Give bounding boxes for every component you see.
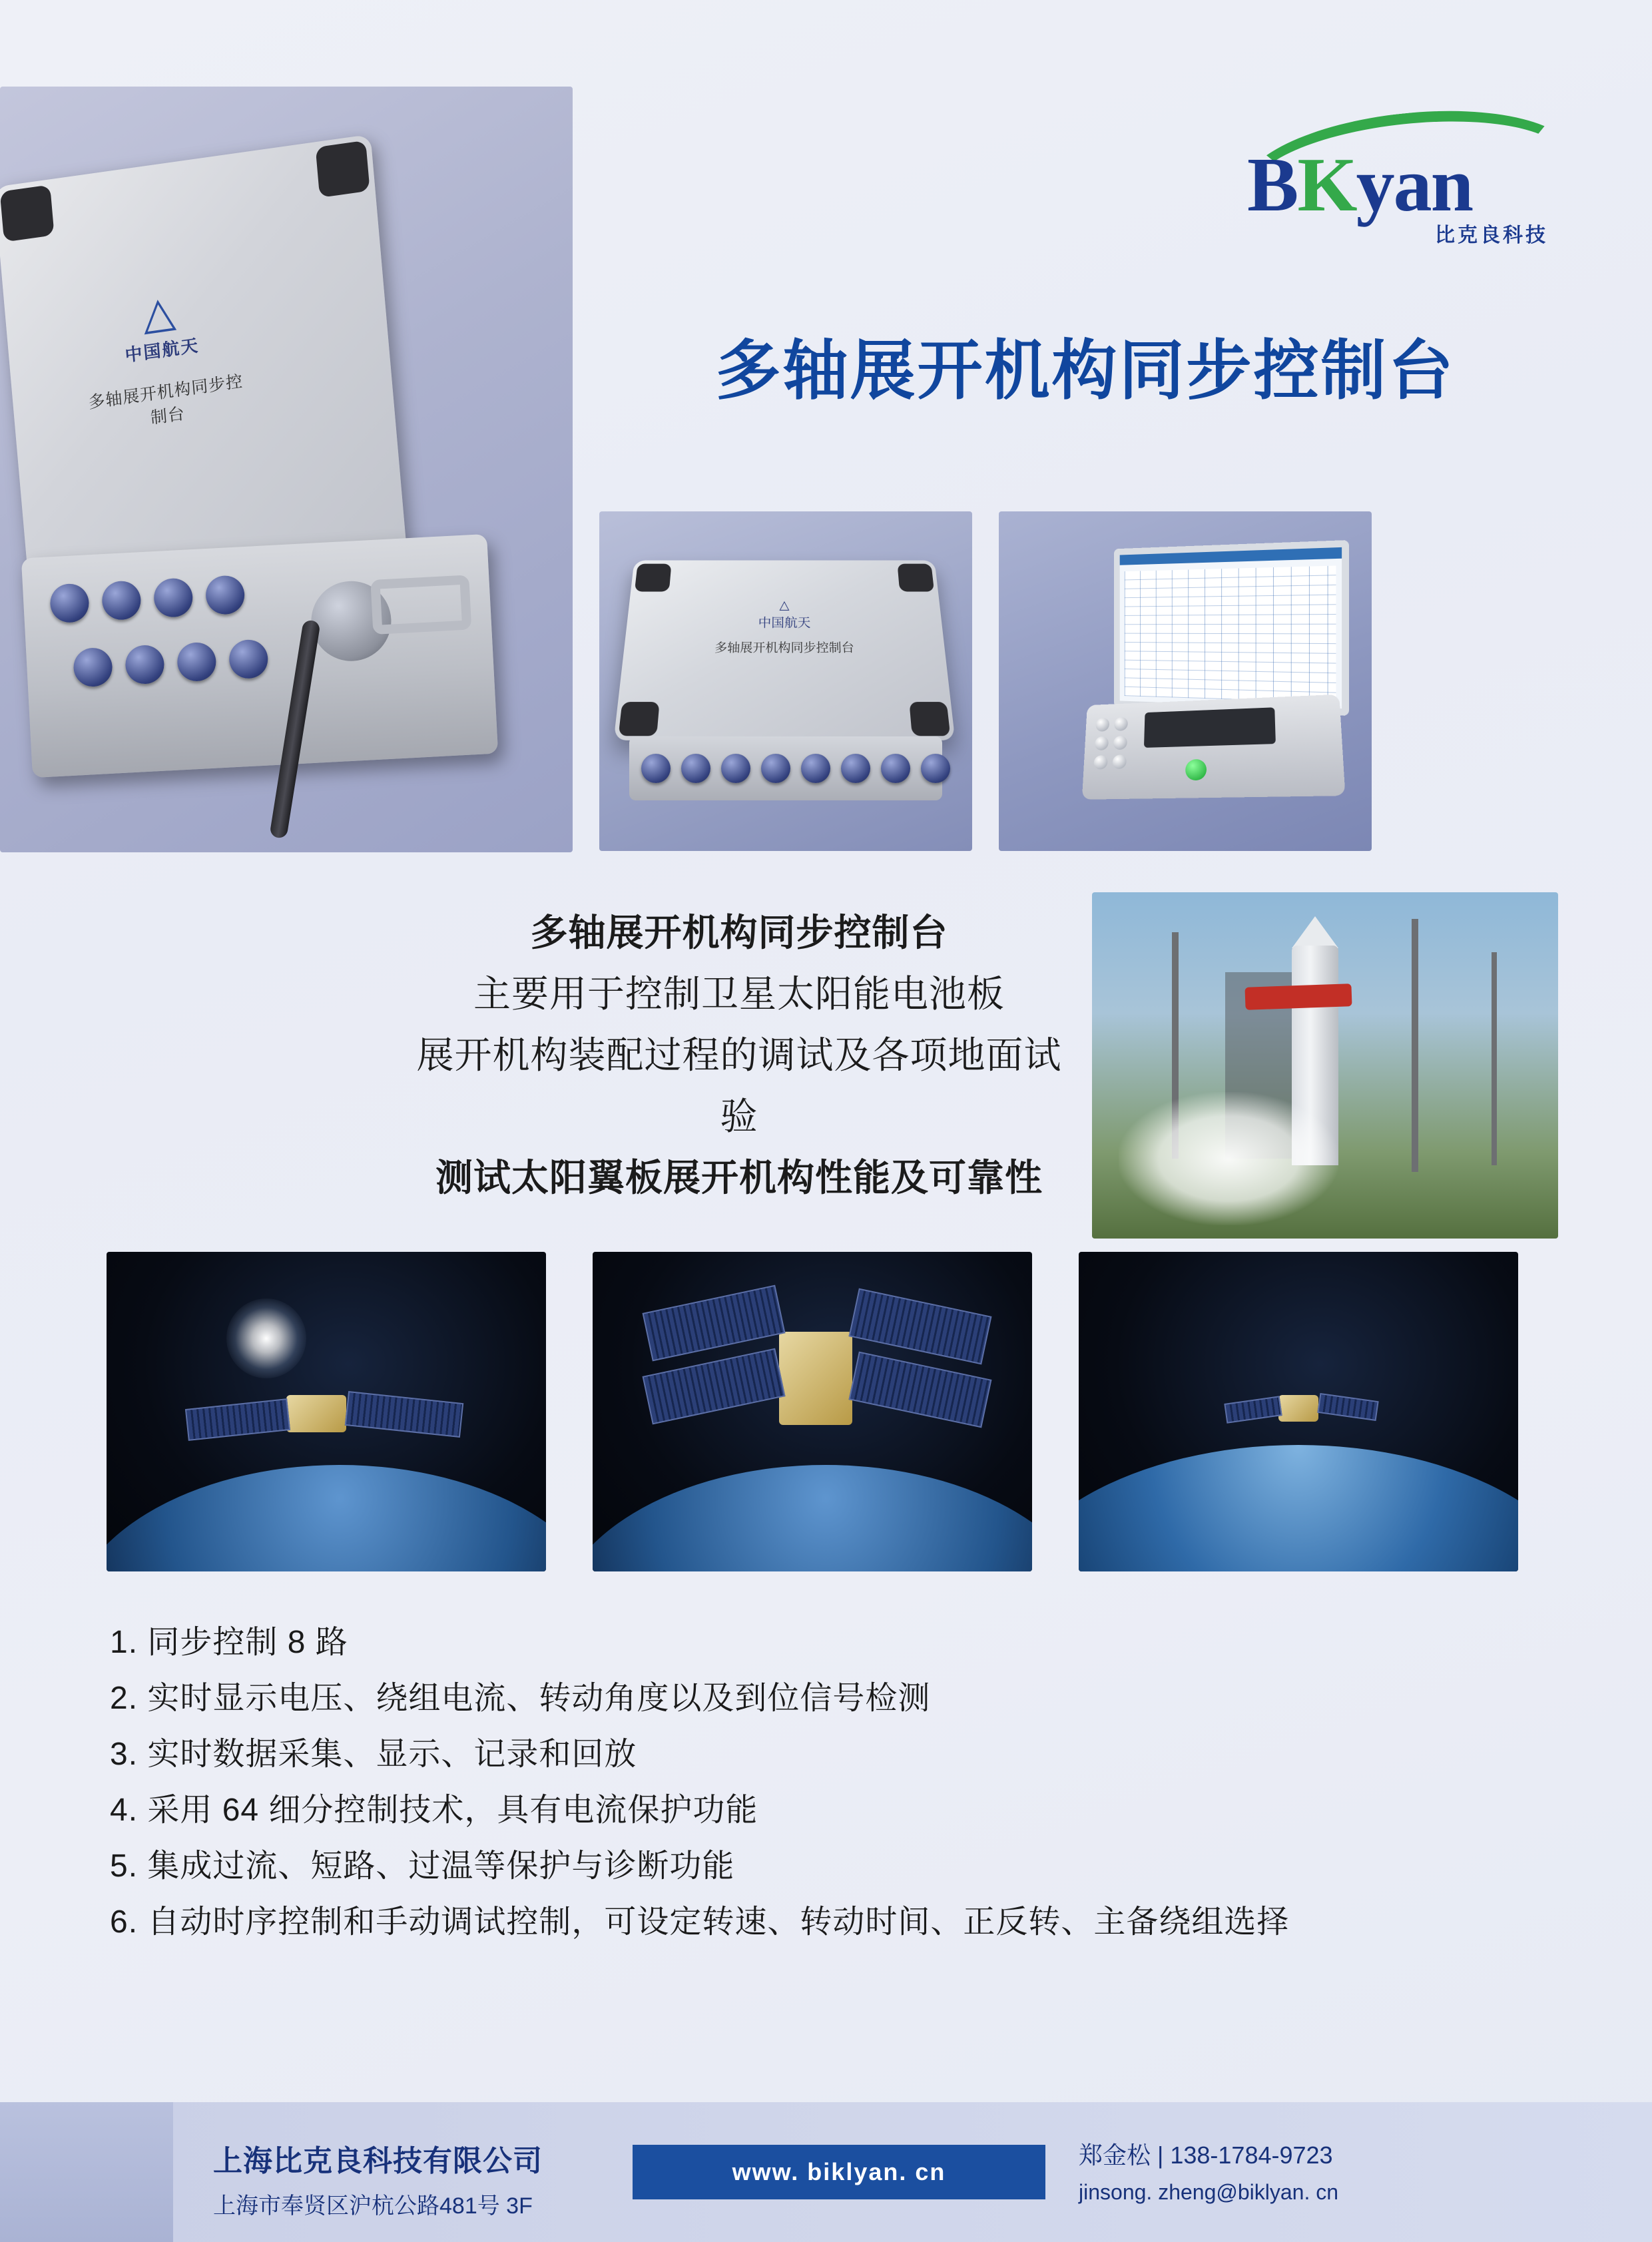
knob-icon [1095, 718, 1109, 732]
satellite-photo-2 [593, 1252, 1032, 1571]
product-photo-software [999, 511, 1372, 851]
power-button-icon [1185, 759, 1207, 781]
connector-icon [761, 754, 790, 783]
feature-item: 5. 集成过流、短路、过温等保护与诊断功能 [110, 1848, 735, 1884]
lid-corner-icon [635, 564, 672, 592]
solar-panel [185, 1398, 290, 1441]
screen-titlebar [1120, 547, 1342, 565]
footer-accent-block [0, 2102, 173, 2242]
device-body [21, 534, 498, 778]
lid-corner-icon [898, 564, 935, 592]
logo-letter-b: B [1247, 142, 1298, 228]
rocket-launch-photo [1092, 892, 1558, 1239]
aerospace-mark-icon: △ [140, 286, 177, 339]
feature-item: 2. 实时显示电压、绕组电流、转动角度以及到位信号检测 [110, 1681, 931, 1716]
feature-list [110, 1615, 1541, 1950]
carry-handle-icon [370, 575, 471, 635]
connector-icon [205, 575, 246, 615]
solar-panel [1317, 1393, 1378, 1421]
connector-icon [101, 580, 142, 621]
page-footer [0, 2102, 1652, 2242]
logo-subtitle: 比克良科技 [1435, 224, 1548, 246]
closed-lid-branding [623, 597, 946, 655]
closed-lid-product-text: 多轴展开机构同步控制台 [714, 641, 855, 655]
feature-item: 6. 自动时序控制和手动调试控制，可设定转速、转动时间、正反转、主备绕组选择 [110, 1904, 1290, 1940]
connector-icon [841, 754, 870, 783]
feature-item: 1. 同步控制 8 路 [110, 1625, 348, 1660]
description-line: 展开机构装配过程的调试及各项地面试验 [416, 1034, 1062, 1137]
contact-person: 郑金松 | 138-1784-9723 [1079, 2141, 1333, 2169]
device-screen [1114, 540, 1349, 716]
rocket-marking [1244, 983, 1352, 1010]
connector-icon [73, 647, 113, 688]
device-closed-body [629, 736, 942, 800]
page-title: 多轴展开机构同步控制台 [715, 334, 1456, 407]
earth-horizon [107, 1465, 546, 1571]
keyboard [1144, 707, 1276, 748]
solar-panel [1224, 1396, 1282, 1423]
rocket-nose [1292, 916, 1338, 948]
device-closed-lid [614, 561, 956, 740]
connector-icon [681, 754, 710, 783]
company-logo [1235, 107, 1568, 253]
lid-corner-icon [0, 184, 55, 242]
lid-corner-icon [619, 702, 660, 736]
satellite-bus [286, 1395, 346, 1432]
company-name: 上海比克良科技有限公司 [213, 2145, 543, 2177]
product-photo-closed [599, 511, 972, 851]
sun-flare [226, 1298, 306, 1378]
logo-wordmark [1247, 141, 1472, 230]
connector-icon [125, 645, 165, 685]
logo-letter-k: K [1297, 142, 1356, 228]
website-url: www. biklyan. cn [732, 2158, 946, 2185]
lid-brand-text: 中国航天 [124, 335, 200, 366]
closed-lid-mark-icon: △ [779, 599, 790, 613]
satellite-bus [779, 1332, 852, 1425]
company-address: 上海市奉贤区沪杭公路481号 3F [213, 2193, 533, 2219]
knob-group [1093, 716, 1139, 770]
description-line: 主要用于控制卫星太阳能电池板 [473, 973, 1005, 1015]
screen-data-grid [1125, 566, 1336, 703]
description-line: 多轴展开机构同步控制台 [530, 912, 948, 954]
logo-letters-yan: yan [1356, 142, 1473, 228]
solar-panel [849, 1352, 992, 1428]
earth-horizon [593, 1465, 1032, 1571]
footer-contact-info [1079, 2137, 1338, 2205]
connector-icon [921, 754, 950, 783]
earth-horizon [1079, 1445, 1518, 1571]
solar-panel [345, 1391, 463, 1438]
lid-branding [78, 281, 248, 438]
satellite-photo-3 [1079, 1252, 1518, 1571]
closed-lid-brand-text: 中国航天 [758, 616, 811, 631]
lid-product-text: 多轴展开机构同步控制台 [87, 372, 244, 428]
website-button[interactable] [633, 2145, 1045, 2199]
solar-panel [849, 1288, 992, 1365]
solar-panel [643, 1348, 786, 1425]
product-photo-main [0, 87, 573, 852]
connector-icon [228, 639, 269, 679]
connector-icon [49, 583, 90, 623]
knob-icon [1113, 736, 1127, 750]
product-description [413, 902, 1065, 1209]
launch-tower [1492, 952, 1497, 1165]
lid-corner-icon [316, 140, 370, 198]
knob-icon [1095, 736, 1109, 750]
device-base [1082, 695, 1346, 800]
footer-company-info [213, 2137, 543, 2220]
knob-icon [1093, 755, 1108, 770]
description-line: 测试太阳翼板展开机构性能及可靠性 [435, 1157, 1043, 1199]
exhaust-plume [1119, 1092, 1338, 1225]
connector-icon [176, 641, 217, 682]
knob-icon [1112, 754, 1127, 769]
satellite-bus [1278, 1395, 1318, 1422]
feature-item: 4. 采用 64 细分控制技术，具有电流保护功能 [110, 1793, 758, 1828]
satellite-photo-1 [107, 1252, 546, 1571]
feature-item: 3. 实时数据采集、显示、记录和回放 [110, 1737, 637, 1772]
connector-row-top [49, 570, 330, 623]
knob-icon [1114, 717, 1128, 731]
connector-icon [721, 754, 750, 783]
launch-tower [1412, 919, 1418, 1172]
connector-icon [153, 577, 194, 618]
lid-corner-icon [909, 702, 950, 736]
connector-icon [641, 754, 671, 783]
connector-icon [801, 754, 830, 783]
connector-icon [881, 754, 910, 783]
contact-email[interactable]: jinsong. zheng@biklyan. cn [1079, 2180, 1339, 2204]
connector-row [641, 754, 950, 783]
